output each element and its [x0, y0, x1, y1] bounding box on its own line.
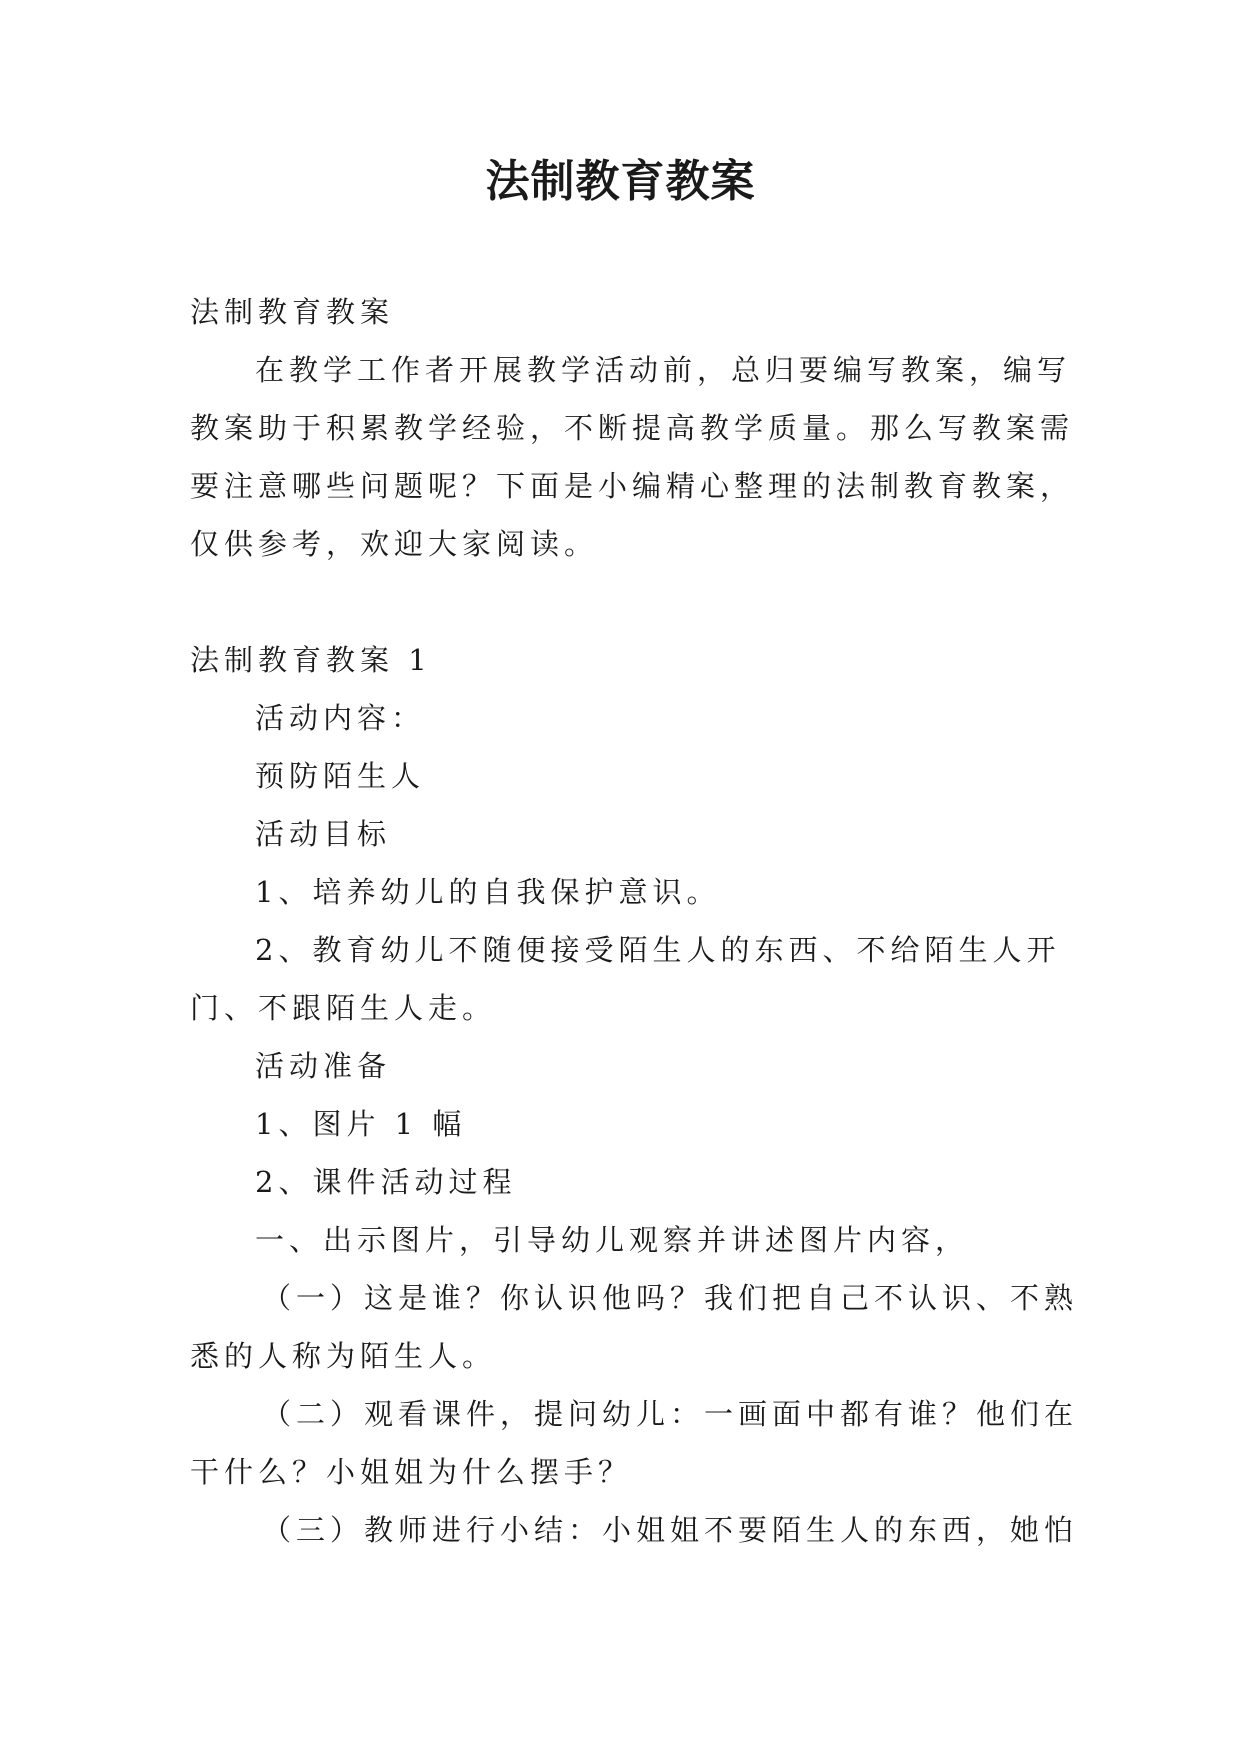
process-substep-continuation: 干什么？小姐姐为什么摆手？	[190, 1455, 633, 1489]
process-substep: （二）观看课件，提问幼儿：一画面中都有谁？他们在	[262, 1397, 1079, 1431]
intro-paragraph-line: 教案助于积累教学经验，不断提高教学质量。那么写教案需	[190, 411, 1075, 445]
activity-content-label: 活动内容：	[255, 701, 426, 735]
process-substep-continuation: 悉的人称为陌生人。	[190, 1339, 497, 1373]
goal-item-continuation: 门、不跟陌生人走。	[190, 991, 497, 1025]
document-title: 法制教育教案	[485, 156, 756, 207]
process-substep: （三）教师进行小结：小姐姐不要陌生人的东西，她怕	[262, 1513, 1079, 1547]
activity-content-value: 预防陌生人	[255, 759, 426, 793]
goal-item: 2、教育幼儿不随便接受陌生人的东西、不给陌生人开	[255, 933, 1061, 967]
prep-item: 1、图片 1 幅	[255, 1107, 467, 1141]
prep-item: 2、课件活动过程	[255, 1165, 517, 1199]
intro-paragraph-line: 要注意哪些问题呢？下面是小编精心整理的法制教育教案，	[190, 469, 1075, 503]
activity-prep-label: 活动准备	[255, 1049, 392, 1083]
process-step: 一、出示图片，引导幼儿观察并讲述图片内容，	[255, 1223, 970, 1257]
lesson-heading: 法制教育教案 1	[190, 643, 432, 677]
intro-paragraph-line: 在教学工作者开展教学活动前，总归要编写教案，编写	[255, 353, 1072, 387]
process-substep: （一）这是谁？你认识他吗？我们把自己不认识、不熟	[262, 1281, 1079, 1315]
activity-goal-label: 活动目标	[255, 817, 392, 851]
intro-paragraph-line: 仅供参考，欢迎大家阅读。	[190, 527, 599, 561]
goal-item: 1、培养幼儿的自我保护意识。	[255, 875, 721, 909]
section-heading: 法制教育教案	[190, 295, 395, 329]
